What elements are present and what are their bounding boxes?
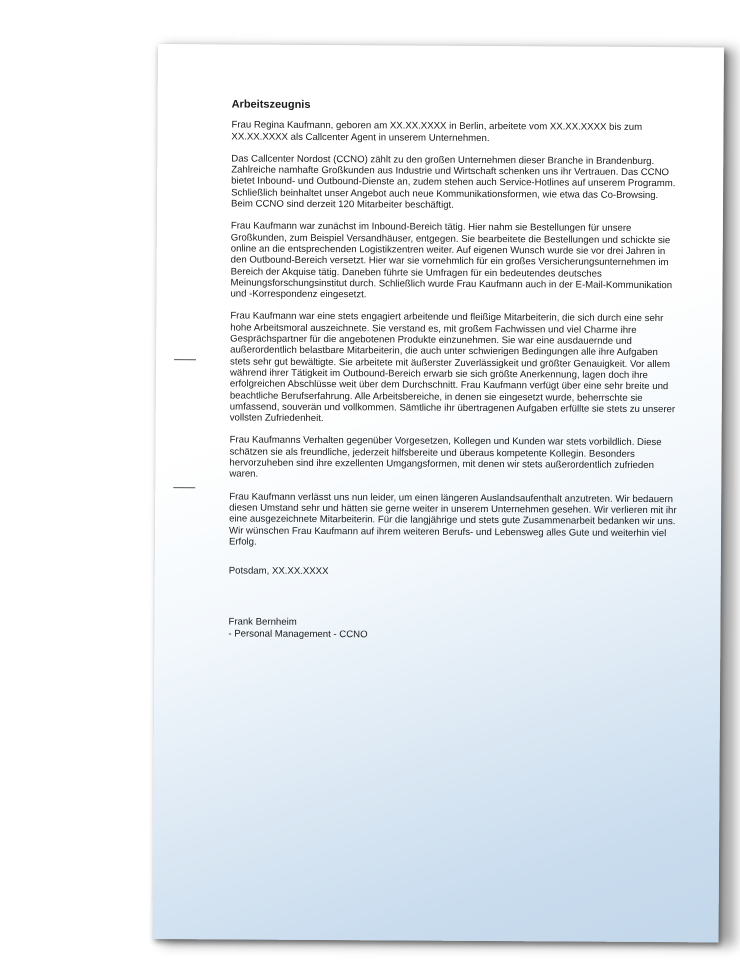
paragraph-duties: Frau Kaufmann war zunächst im Inbound-Bereich tätig. Hier nahm sie Bestellungen für unsere Großkunden, zum Beispiel Versandhäuser, entgegen. Sie bearbeitete die Bestellungen und schickte sie online an die entsprechenden Logistikzentren weiter. Auf eigenen Wunsch wurde sie vor drei Jahren in den Outbound-Bereich versetzt. Hier war sie vornehmlich für ein großes Versicherungsunternehmen im Bereich der Akquise tätig. Daneben führte sie Umfragen für ein bedeutendes deutsches Meinungsforschungsinstitut durch. Schließlich wurde Frau Kaufmann auch in der E-Mail-Kommunikation und -Korrespondenz eingesetzt. <box>230 220 673 301</box>
paragraph-intro: Frau Regina Kaufmann, geboren am XX.XX.XXXX in Berlin, arbeitete vom XX.XX.XXXX bis zum XX.XX.XXXX als Callcenter Agent in unserem Unternehmen. <box>231 119 643 144</box>
fold-mark-top <box>174 359 196 360</box>
document-page <box>153 44 724 942</box>
paragraph-farewell: Frau Kaufmann verlässt uns nun leider, um einen längeren Auslandsaufenthalt anzutreten. Wir bedauern diesen Umstand sehr und hätten sie gerne weiter in unserem Unternehmen gesehen. Wir verlieren mit ihr eine ausgezeichnete Mitarbeiterin. Für die langjährige und stets gute Zusammenarbeit bedanken wir uns. Wir wünschen Frau Kaufmann auf ihrem weiteren Berufs- und Lebensweg alles Gute und weiterhin viel Erfolg. <box>228 491 677 548</box>
document-title: Arbeitszeugnis <box>231 98 311 111</box>
paragraph-conduct: Frau Kaufmanns Verhalten gegenüber Vorgesetzen, Kollegen und Kunden war stets vorbildlich. Diese schätzen sie als freundliche, jederzeit hilfsbereite und überaus kompetente Kollegin. Besonders hervorzuheben sind ihre exzellenten Umgangsformen, mit denen wir stets außerordentlich zufrieden waren. <box>229 434 662 480</box>
signature-title: - Personal Management - CCNO <box>228 628 368 640</box>
paragraph-company: Das Callcenter Nordost (CCNO) zählt zu den großen Unternehmen dieser Branche in Brandenburg. Zahlreiche namhafte Großkunden aus Industrie und Wirtschaft schenken uns ihr Vertrauen. Das CCNO bietet Inbound- und Outbound-Dienste an, zudem stehen auch Service-Hotlines auf unserem Programm. Schließlich beinhaltet unser Angebot auch neue Kommunikationsformen, wie etwa das Co-Browsing. Beim CCNO sind derzeit 120 Mitarbeiter beschäftigt. <box>230 153 676 211</box>
place-date: Potsdam, XX.XX.XXXX <box>228 565 329 578</box>
signature-name: Frank Bernheim <box>228 616 297 629</box>
paragraph-performance: Frau Kaufmann war eine stets engagiert arbeitende und fleißige Mitarbeiterin, die sich durch eine sehr hohe Arbeitsmoral auszeichnete. Sie verstand es, mit großem Fachwissen und viel Charme ihre Gesprächspartner für die angebotenen Produkte einzunehmen. Sie war eine ausdauernde und außerordentlich belastbare Mitarbeiterin, die auch unter schwierigen Bedingungen alle ihre Aufgaben stets sehr gut bewältigte. Sie arbeitete mit äußerster Zuverlässigkeit und größter Genauigkeit. Vor allem während ihrer Tätigkeit im Outbound-Bereich erwarb sie sich größte Anerkennung, lagen doch ihre erfolgreichen Abschlüsse weit über dem Durchschnitt. Frau Kaufmann verfügt über eine sehr breite und beachtliche Berufserfahrung. Alle Arbeitsbereiche, in denen sie eingesetzt wurde, beherrschte sie umfassend, souverän und vollkommen. Sämtliche ihr übertragenen Aufgaben erfüllte sie stets zu unserer vollsten Zufriedenheit. <box>229 310 676 425</box>
letter-body <box>228 99 693 642</box>
fold-mark-bottom <box>173 487 195 488</box>
